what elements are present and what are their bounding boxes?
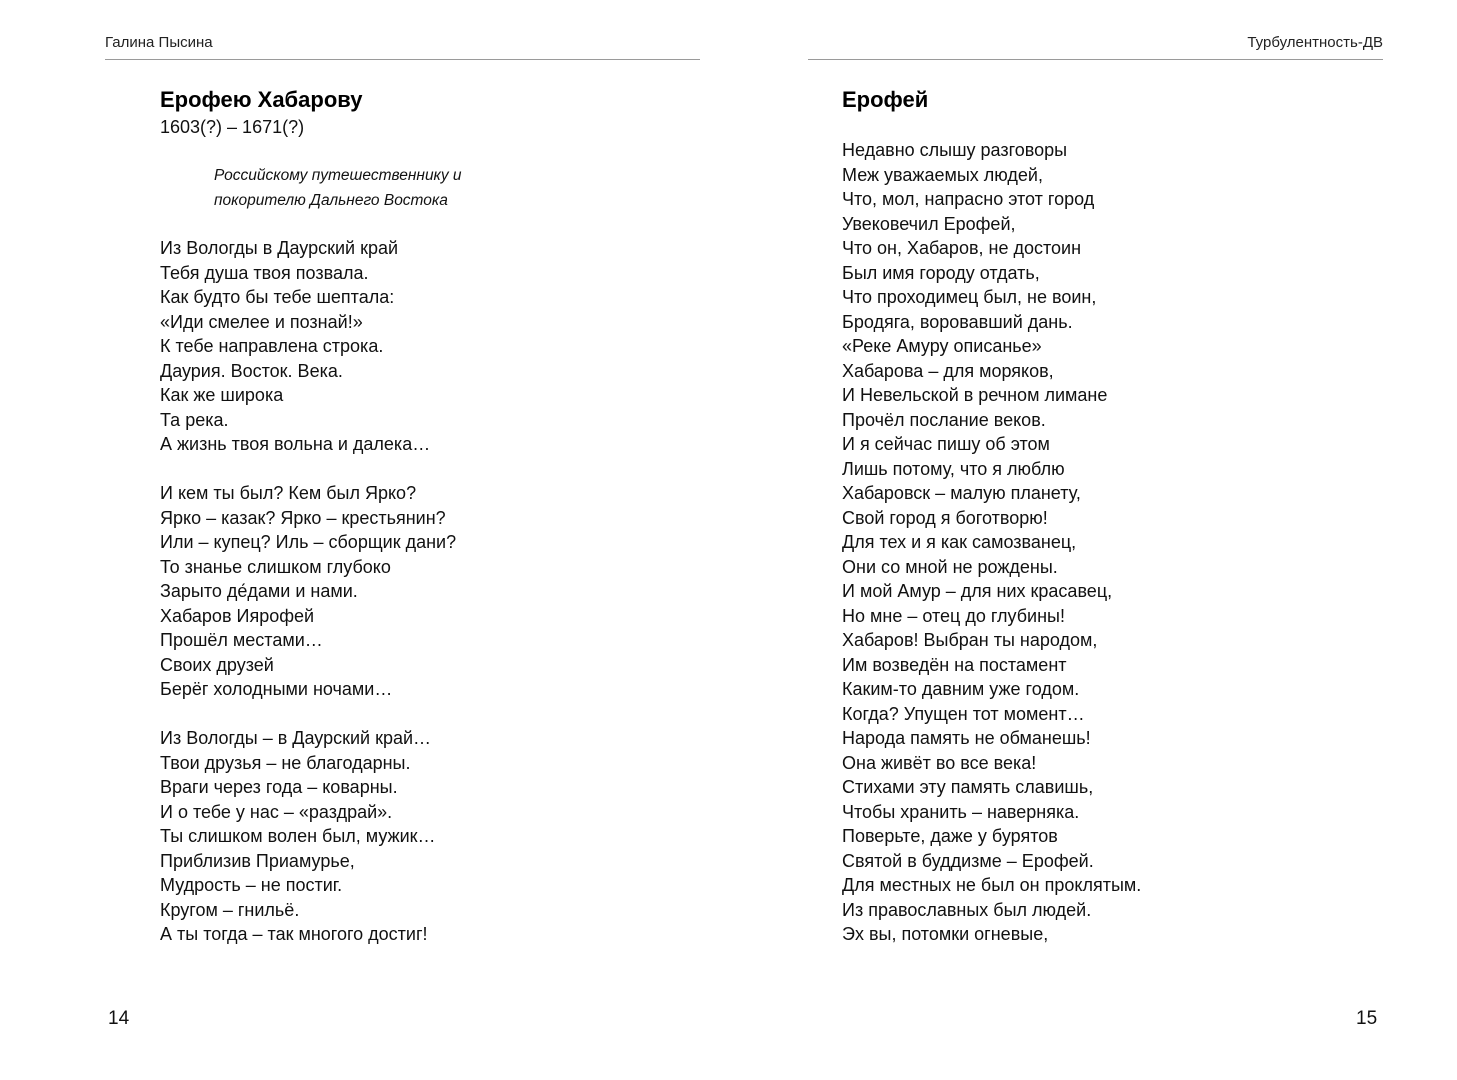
verse-line: И я сейчас пишу об этом: [842, 434, 1050, 454]
verse-line: Хабаров Иярофей: [160, 605, 315, 626]
verse-line: Кругом – гнильё.: [160, 899, 300, 920]
verse-line: Каким-то давним уже годом.: [842, 679, 1080, 699]
verse-line: Они со мной не рождены.: [842, 556, 1058, 577]
verse-line: И кем ты был? Кем был Ярко?: [160, 483, 417, 503]
verse-line: Ярко – казак? Ярко – крестьянин?: [160, 507, 446, 528]
header-rule: [808, 59, 1383, 60]
verse-line: Бродяга, воровавший дань.: [842, 311, 1073, 332]
verse-line: То знанье слишком глубоко: [160, 556, 391, 577]
verse-line: Стихами эту память славишь,: [842, 777, 1094, 797]
verse-line: Или – купец? Иль – сборщик дани?: [160, 532, 457, 552]
verse-line: Как будто бы тебе шептала:: [160, 287, 395, 307]
right-page: [728, 0, 1456, 1080]
running-head-book: Турбулентность-ДВ: [1247, 34, 1383, 51]
verse-line: «Реке Амуру описанье»: [842, 336, 1042, 356]
verse-line: Хабаров! Выбран ты народом,: [842, 630, 1098, 650]
verse-line: Эх вы, потомки огневые,: [842, 924, 1049, 944]
verse-line: Меж уважаемых людей,: [842, 164, 1043, 185]
verse-line: К тебе направлена строка.: [160, 336, 384, 356]
verse-line: Зарыто де́дами и нами.: [160, 581, 358, 601]
stanza-2: [160, 481, 456, 702]
verse-line: Ты слишком волен был, мужик…: [160, 826, 436, 846]
verse-line: Святой в буддизме – Ерофей.: [842, 850, 1094, 871]
verse-line: И о тебе у нас – «раздрай».: [160, 801, 393, 822]
verse-line: Свой город я боготворю!: [842, 507, 1048, 528]
verse-line: Прочёл послание веков.: [842, 409, 1046, 430]
verse-line: Она живёт во все века!: [842, 752, 1037, 773]
running-head-author: Галина Пысина: [105, 34, 213, 51]
verse-line: Прошёл местами…: [160, 630, 323, 650]
header-rule: [105, 59, 700, 60]
verse-line: Чтобы хранить – наверняка.: [842, 801, 1080, 822]
verse-line: «Иди смелее и познай!»: [160, 311, 363, 332]
verse-line: Как же широка: [160, 385, 284, 405]
page-number: 15: [1356, 1008, 1378, 1029]
poem-dates: 1603(?) – 1671(?): [160, 117, 305, 137]
verse-line: Недавно слышу разговоры: [842, 140, 1068, 160]
verse-line: Был имя городу отдать,: [842, 262, 1040, 283]
verse-line: А ты тогда – так многого достиг!: [160, 924, 428, 944]
page-number: 14: [108, 1008, 130, 1029]
verse-line: Для тех и я как самозванец,: [842, 532, 1077, 552]
left-page: [0, 0, 728, 1080]
verse-line: Берёг холодными ночами…: [160, 679, 393, 699]
dedication-line: покорителю Дальнего Востока: [214, 191, 448, 209]
stanza-3: [160, 726, 456, 947]
verse-line: Мудрость – не постиг.: [160, 875, 343, 895]
verse-line: Увековечил Ерофей,: [842, 213, 1016, 234]
verse-line: Когда? Упущен тот момент…: [842, 703, 1085, 724]
verse-line: Для местных не был он проклятым.: [842, 875, 1142, 895]
poem-title: Ерофею Хабарову: [160, 87, 363, 112]
stanza-1: [160, 236, 456, 457]
poem-body: [160, 236, 456, 971]
verse-line: Поверьте, даже у бурятов: [842, 826, 1058, 846]
verse-line: Хабаровск – малую планету,: [842, 483, 1081, 503]
verse-line: А жизнь твоя вольна и далека…: [160, 434, 431, 454]
verse-line: Но мне – отец до глубины!: [842, 605, 1065, 626]
verse-line: Что, мол, напрасно этот город: [842, 189, 1095, 209]
verse-line: Хабарова – для моряков,: [842, 360, 1054, 381]
verse-line: Лишь потому, что я люблю: [842, 458, 1065, 479]
verse-line: Народа память не обманешь!: [842, 728, 1091, 748]
verse-line: Приблизив Приамурье,: [160, 850, 355, 871]
verse-line: Враги через года – коварны.: [160, 777, 398, 797]
verse-line: Тебя душа твоя позвала.: [160, 262, 369, 283]
verse-line: И мой Амур – для них красавец,: [842, 581, 1113, 601]
verse-line: Что он, Хабаров, не достоин: [842, 238, 1082, 258]
verse-line: Та река.: [160, 409, 229, 430]
verse-line: Твои друзья – не благодарны.: [160, 752, 411, 773]
verse-line: Из православных был людей.: [842, 899, 1092, 920]
poem-title: Ерофей: [842, 87, 929, 112]
poem-body: [842, 138, 1141, 947]
dedication: [214, 164, 462, 213]
verse-line: Что проходимец был, не воин,: [842, 287, 1097, 307]
verse-line: И Невельской в речном лимане: [842, 385, 1108, 405]
verse-line: Из Вологды в Даурский край: [160, 238, 399, 258]
verse-line: Даурия. Восток. Века.: [160, 360, 343, 381]
dedication-line: Российскому путешественнику и: [214, 167, 462, 184]
verse-line: Из Вологды – в Даурский край…: [160, 728, 432, 748]
verse-line: Своих друзей: [160, 654, 274, 675]
verse-line: Им возведён на постамент: [842, 654, 1067, 675]
